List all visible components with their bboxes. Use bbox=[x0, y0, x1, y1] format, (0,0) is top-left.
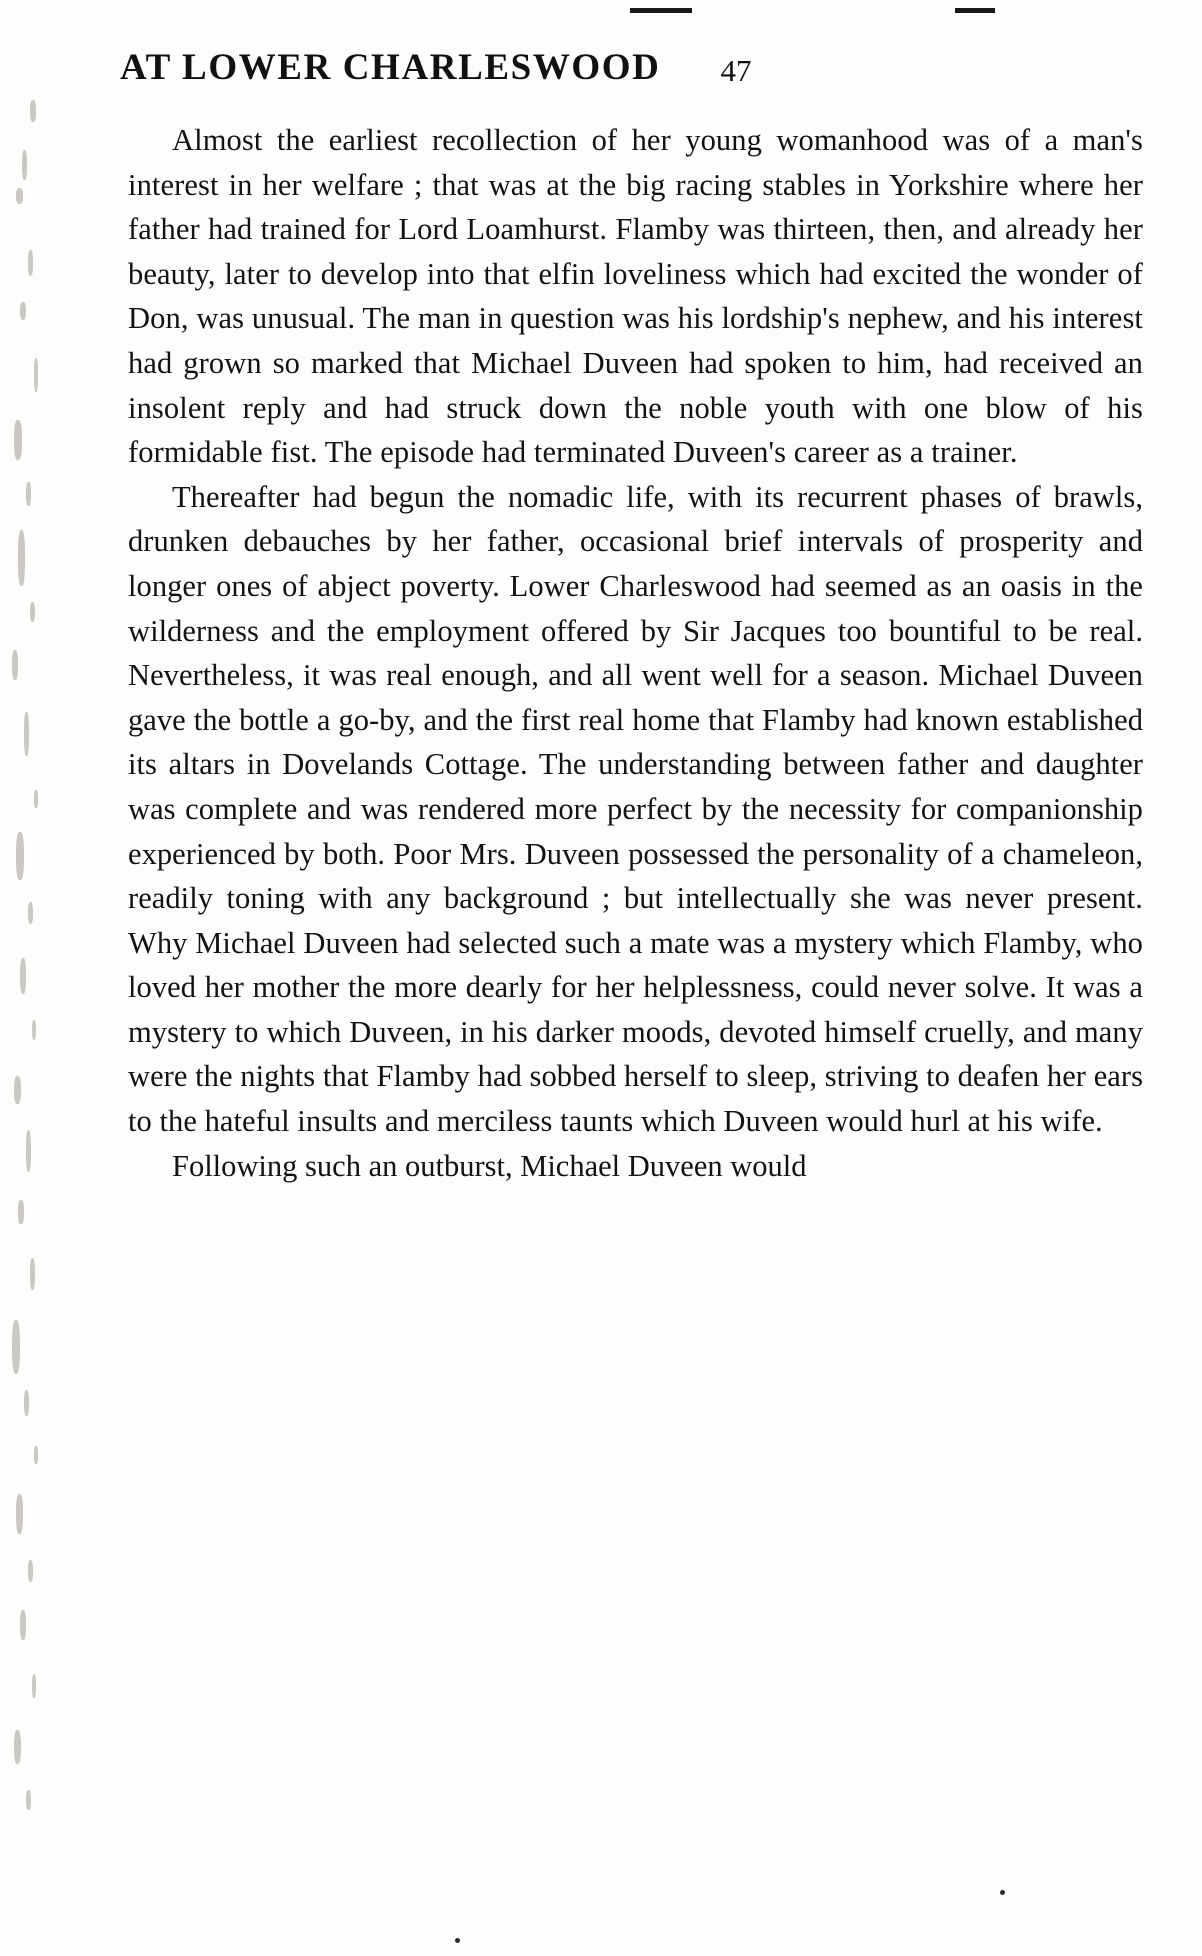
paragraph: Almost the earliest recollection of her young womanhood was of a man's interest in her welfare ; that was at the big racing stables in Yorkshire where her father had trained for Lord Loamhurst. Flamby was thirteen, then, and already her beauty, later to develop into that elfin loveliness which had excited the wonder of Don, was unusual. The man in question was his lordship's nephew, and his interest had grown so marked that Michael Duveen had spoken to him, had received an insolent reply and had struck down the noble youth with one blow of his formidable fist. The episode had terminated Duveen's career as a trainer. bbox=[128, 123, 1143, 470]
paragraph: Thereafter had begun the nomadic life, with its recurrent phases of brawls, drunken debauches by her father, occasional brief intervals of prosperity and longer ones of abject poverty. Lower Charleswood had seemed as an oasis in the wilderness and the employment offered by Sir Jacques too bountiful to be real. Nevertheless, it was real enough, and all went well for a season. Michael Duveen gave the bottle a go-by, and the first real home that Flamby had known established its altars in Dovelands Cottage. The understanding between father and daughter was complete and was rendered more perfect by the necessity for companionship experienced by both. Poor Mrs. Duveen possessed the personality of a chameleon, readily toning with any background ; but intellectually she was never present. Why Michael Duveen had selected such a mate was a mystery which Flamby, who loved her mother the more dearly for her helplessness, could never solve. It was a mystery to which Duveen, in his darker moods, devoted himself cruelly, and many were the nights that Flamby had sobbed herself to sleep, striving to deafen her ears to the hateful insults and merciless taunts which Duveen would hurl at his wife. bbox=[128, 479, 1143, 1139]
top-rule-left bbox=[630, 8, 692, 13]
scan-artifact-dot bbox=[455, 1938, 460, 1943]
scan-artifact-dot bbox=[1000, 1890, 1005, 1895]
page-number: 47 bbox=[720, 53, 752, 88]
page-title: AT LOWER CHARLESWOOD bbox=[120, 47, 661, 88]
page-body bbox=[128, 118, 1143, 1188]
top-rule-right bbox=[955, 8, 995, 13]
scan-gutter-speckle bbox=[0, 90, 70, 1890]
page-header bbox=[120, 46, 1130, 89]
paragraph: Following such an outburst, Michael Duveen would bbox=[172, 1148, 807, 1183]
